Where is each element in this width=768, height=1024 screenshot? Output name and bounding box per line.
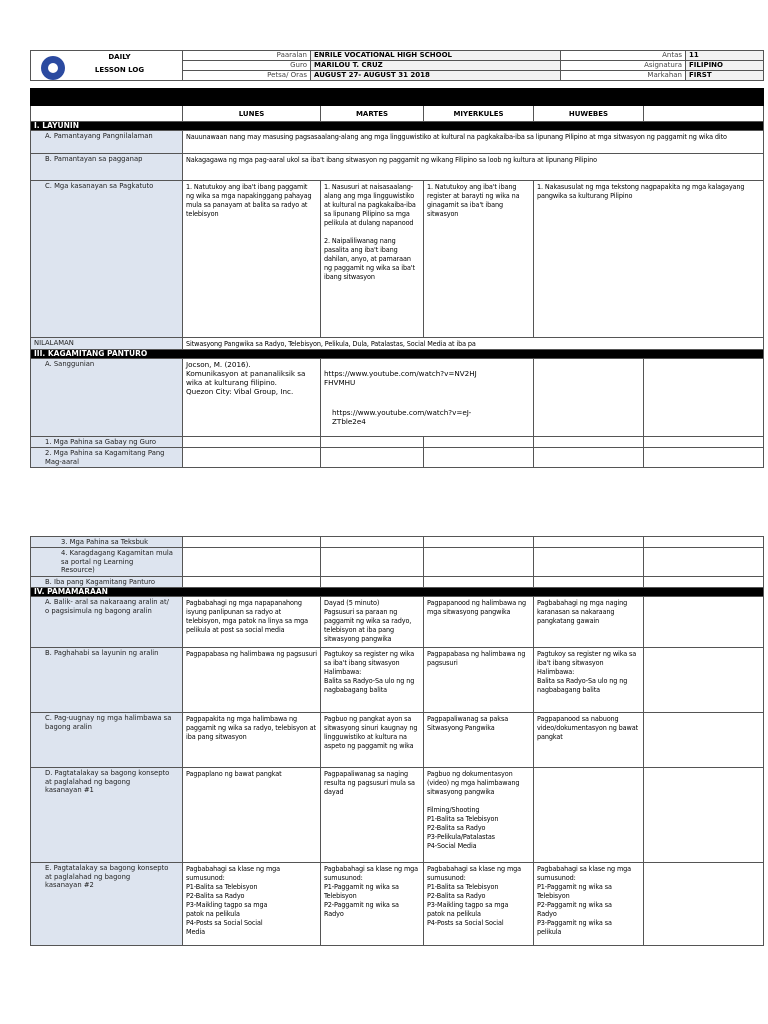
youtube-link-2[interactable]: https://www.youtube.com/watch?v=eJ- ZTble2e4: [332, 408, 472, 426]
layunin-a-label: A. Pamantayang Pangnilalaman: [31, 131, 183, 154]
pamamaraan-a-lunes: Pagbabahagi ng mga napapanahong isyung panlipunan sa radyo at telebisyon, mga patok na linya sa mga pelikula at post sa social media: [183, 597, 321, 648]
kagamitang-pang-magaaral-label: 2. Mga Pahina sa Kagamitang Pang Mag-aaral: [31, 448, 183, 468]
petsa-label: Petsa/ Oras: [183, 71, 311, 81]
paaralan-value: ENRILE VOCATIONAL HIGH SCHOOL: [311, 51, 561, 61]
guro-value: MARILOU T. CRUZ: [311, 61, 561, 71]
pamamaraan-c-miyerkules: Pagpapaliwanag sa paksa Sitwasyong Pangwika: [424, 713, 534, 768]
teksbuk-label: 3. Mga Pahina sa Teksbuk: [31, 537, 183, 548]
petsa-value: AUGUST 27- AUGUST 31 2018: [311, 71, 561, 81]
pamamaraan-e-lunes: Pagbabahagi sa klase ng mga sumusunod: P1-Balita sa Telebisyon P2-Balita sa Radyo P3-Maikling tagpo sa mga patok na pelikula P4-Posts sa Social Social Media: [183, 863, 321, 946]
day-huwebes: HUWEBES: [534, 106, 644, 122]
layunin-c-label: C. Mga kasanayan sa Pagkatuto: [31, 181, 183, 338]
lesson-table-page2: [30, 536, 764, 946]
paaralan-label: Paaralan: [183, 51, 311, 61]
asignatura-label: Asignatura: [561, 61, 686, 71]
pamamaraan-e-martes: Pagbabahagi sa klase ng mga sumusunod: P1-Paggamit ng wika sa Telebisyon P2-Paggamit ng wika sa Radyo: [321, 863, 424, 946]
kagamitan-a-label: A. Sanggunian: [31, 359, 183, 437]
layunin-c-huwebes: 1. Nakasusulat ng mga tekstong nagpapakita ng mga kalagayang pangwika sa kulturang Pilipino: [534, 181, 764, 338]
nilalaman-text: Sitwasyong Pangwika sa Radyo, Telebisyon, Pelikula, Dula, Patalastas, Social Media at iba pa: [183, 338, 764, 350]
layunin-c-miyerkules: 1. Natutukoy ang iba't ibang register at barayti ng wika na ginagamit sa iba't ibang sitwasyon: [424, 181, 534, 338]
gabay-guro-label: 1. Mga Pahina sa Gabay ng Guro: [31, 437, 183, 448]
pamamaraan-d-martes: Pagpapaliwanag sa naging resulta ng pagsusuri mula sa dayad: [321, 768, 424, 863]
nilalaman-label: NILALAMAN: [31, 338, 183, 350]
title-cell: [31, 51, 183, 81]
layunin-a-text: Nauunawaan nang may masusing pagsasaalang-alang ang mga lingguwistiko at kultural na pagkakaiba-iba sa lipunang Pilipino at mga sitwasyon ng paggamit ng wika dito: [183, 131, 764, 154]
day-extra: [644, 106, 764, 122]
iba-pang-kagamitan-label: B. Iba pang Kagamitang Panturo: [31, 576, 183, 587]
sanggunian-links: [321, 359, 534, 437]
pamamaraan-e-huwebes: Pagbabahagi sa klase ng mga sumusunod: P1-Paggamit ng wika sa Telebisyon P2-Paggamit ng wika sa Radyo P3-Paggamit ng wika sa pelikula: [534, 863, 644, 946]
markahan-value: FIRST: [686, 71, 764, 81]
pamamaraan-c-huwebes: Pagpapanood sa nabuong video/dokumentasyon ng bawat pangkat: [534, 713, 644, 768]
pamamaraan-e-label: E. Pagtatalakay sa bagong konsepto at paglalahad ng bagong kasanayan #2: [31, 863, 183, 946]
pamamaraan-a-martes: Dayad (5 minuto) Pagsusuri sa paraan ng paggamit ng wika sa radyo, telebisyon at iba pang sitwasyong pangwika: [321, 597, 424, 648]
markahan-label: Markahan: [561, 71, 686, 81]
day-lunes: LUNES: [183, 106, 321, 122]
pamamaraan-d-miyerkules: Pagbuo ng dokumentasyon (video) ng mga halimbawang sitwasyong pangwika Filming/Shooting P1-Balita sa Telebisyon P2-Balita sa Radyo P3-Pelikula/Patalastas P4-Social Media: [424, 768, 534, 863]
layunin-b-text: Nakagagawa ng mga pag-aaral ukol sa iba't ibang sitwasyon ng paggamit ng wikang Filipino sa loob ng kultura at lipunang Pilipino: [183, 154, 764, 181]
pamamaraan-b-lunes: Pagpapabasa ng halimbawa ng pagsusuri: [183, 648, 321, 713]
header-table: [30, 50, 764, 81]
pamamaraan-d-label: D. Pagtatalakay sa bagong konsepto at paglalahad ng bagong kasanayan #1: [31, 768, 183, 863]
karagdagang-kagamitan-label: 4. Karagdagang Kagamitan mula sa portal ng Learning Resource): [31, 548, 183, 576]
section-pamamaraan: IV. PAMAMARAAN: [31, 588, 764, 597]
layunin-b-label: B. Pamantayan sa pagganap: [31, 154, 183, 181]
pamamaraan-b-huwebes: Pagtukoy sa register ng wika sa iba't ibang sitwasyon Halimbawa: Balita sa Radyo-Sa ulo ng ng nagbabagang balita: [534, 648, 644, 713]
layunin-c-martes: 1. Nasusuri at naisasaalang-alang ang mga lingguwistiko at kultural na pagkakaiba-iba sa lipunang Pilipino sa mga pelikula at dulang napanood 2. Naipaliliwanag nang pasalita ang iba't ibang dahilan, anyo, at pamaraan ng paggamit ng wika sa iba't ibang sitwasyon: [321, 181, 424, 338]
guro-label: Guro: [183, 61, 311, 71]
pamamaraan-e-miyerkules: Pagbabahagi sa klase ng mga sumusunod: P1-Balita sa Telebisyon P2-Balita sa Radyo P3-Maikling tagpo sa mga patok na pelikula P4-Posts sa Social Social: [424, 863, 534, 946]
pamamaraan-b-label: B. Paghahabi sa layunin ng aralin: [31, 648, 183, 713]
sanggunian-text: Jocson, M. (2016). Komunikasyon at pananaliksik sa wika at kulturang filipino. Quezon City: Vibal Group, Inc.: [183, 359, 321, 437]
pamamaraan-d-lunes: Pagpaplano ng bawat pangkat: [183, 768, 321, 863]
pamamaraan-b-miyerkules: Pagpapabasa ng halimbawa ng pagsusuri: [424, 648, 534, 713]
pamamaraan-c-lunes: Pagpapakita ng mga halimbawa ng paggamit ng wika sa radyo, telebisyon at iba pang sitwasyon: [183, 713, 321, 768]
asignatura-value: FILIPINO: [686, 61, 764, 71]
deped-logo-icon: [41, 56, 65, 80]
antas-value: 11: [686, 51, 764, 61]
pamamaraan-c-martes: Pagbuo ng pangkat ayon sa sitwasyong sinuri kaugnay ng lingguwistiko at kultura na aspeto ng paggamit ng wika: [321, 713, 424, 768]
section-kagamitan: III. KAGAMITANG PANTURO: [31, 350, 764, 359]
antas-label: Antas: [561, 51, 686, 61]
day-miyerkules: MIYERKULES: [424, 106, 534, 122]
youtube-link-1[interactable]: https://www.youtube.com/watch?v=NV2HJ FHVMHU: [324, 369, 477, 387]
day-martes: MARTES: [321, 106, 424, 122]
pamamaraan-a-label: A. Balik- aral sa nakaraang aralin at/ o pagsisimula ng bagong aralin: [31, 597, 183, 648]
title-line1: DAILY: [108, 53, 131, 61]
pamamaraan-b-martes: Pagtukoy sa register ng wika sa iba't ibang sitwasyon Halimbawa: Balita sa Radyo-Sa ulo ng ng nagbabagang balita: [321, 648, 424, 713]
section-layunin: I. LAYUNIN: [31, 122, 764, 131]
pamamaraan-a-huwebes: Pagbabahagi ng mga naging karanasan sa nakaraang pangkatang gawain: [534, 597, 644, 648]
title-line2: LESSON LOG: [94, 66, 145, 74]
pamamaraan-c-label: C. Pag-uugnay ng mga halimbawa sa bagong aralin: [31, 713, 183, 768]
day-blank: [31, 106, 183, 122]
pamamaraan-a-miyerkules: Pagpapanood ng halimbawa ng mga sitwasyong pangwika: [424, 597, 534, 648]
lesson-table-page1: [30, 88, 764, 468]
layunin-c-lunes: 1. Natutukoy ang iba't ibang paggamit ng wika sa mga napakinggang pahayag mula sa panayam at balita sa radyo at telebisyon: [183, 181, 321, 338]
